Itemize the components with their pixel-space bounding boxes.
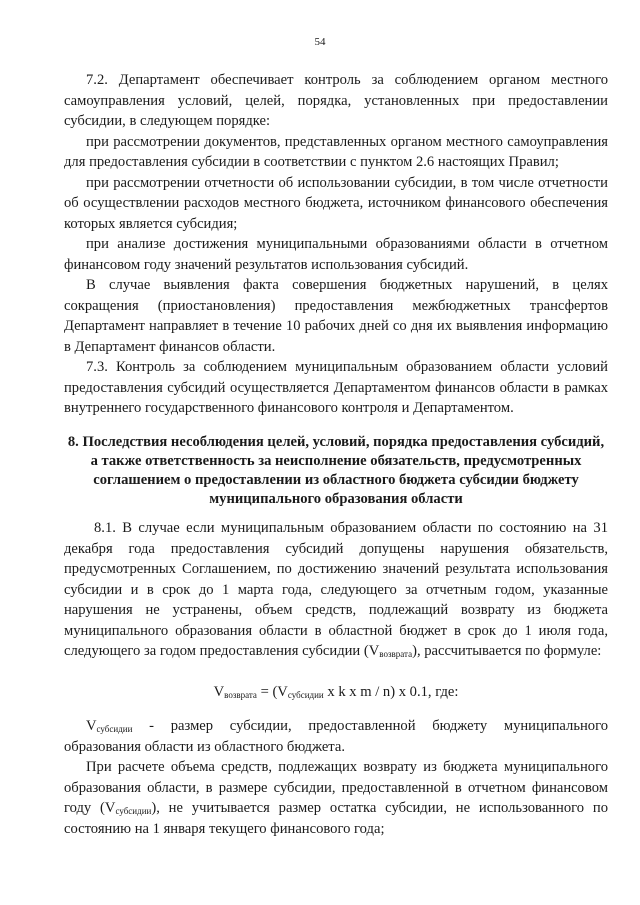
paragraph-violation: В случае выявления факта совершения бюджетных нарушений, в целях сокращения (приостановления) предоставления межбюджетных трансфертов Департамент направляет в течение 10 рабочих дней со дня их выявления информацию в Департамент финансов области.: [64, 277, 608, 355]
definition-v-subsidy: $V_{субсидии}$ - размер субсидии, предоставленной бюджету муниципального образования области из областного бюджета.: [64, 718, 608, 755]
control-item-reporting: при рассмотрении отчетности об использовании субсидии, в том числе отчетности об осуществлении расходов местного бюджета, источником финансового обеспечения которых является субсидия;: [64, 174, 608, 232]
section-8-heading: 8. Последствия несоблюдения целей, условий, порядка предоставления субсидий, а также ответственность за неисполнение обязательств, предусмотренных соглашением о предоставлении из областного бюджета субсидии бюджету муниципального образования области: [67, 434, 605, 507]
page-number: 54: [314, 36, 326, 48]
section-8-text: [64, 518, 608, 839]
control-item-documents: при рассмотрении документов, представленных органом местного самоуправления для предоставления субсидии в соответствии с пунктом 2.6 настоящих Правил;: [64, 133, 608, 170]
paragraph-7-3: 7.3. Контроль за соблюдением муниципальным образованием области условий предоставления субсидий осуществляется Департаментом финансов области в рамках внутреннего государственного финансового контроля и Департаментом.: [64, 359, 608, 416]
paragraph-7-2: 7.2. Департамент обеспечивает контроль за соблюдением органом местного самоуправления условий, целей, порядка, установленных при предоставлении субсидии, в следующем порядке:: [64, 72, 608, 129]
formula: $V_{возврата} = (V_{субсидии}$ x k x m / n) x 0.1, где:: [213, 683, 459, 700]
paragraph-calculation: При расчете объема средств, подлежащих возврату из бюджета муниципального образования области, в размере субсидии, предоставленной в отчетном финансовом году $(V_{субсидии})$, не учитывается размер остатка субсидии, не использованного по состоянию на 1 января текущего финансового года;: [64, 759, 609, 837]
paragraph-8-1: 8.1. В случае если муниципальным образованием области по состоянию на 31 декабря года предоставления субсидий допущены нарушения обязательств, предусмотренных Соглашением, по достижению значений результата использования субсидии и в срок до 1 марта года, следующего за отчетным годом, указанные нарушения не устранены, объем средств, подлежащий возврату из бюджета муниципального образования области в областной бюджет в срок до 1 июля года, следующего за годом предоставления субсидии $(V_{возврата})$, рассчитывается по формуле:: [64, 520, 608, 659]
section-7-text: [64, 70, 608, 419]
control-item-analysis: при анализе достижения муниципальными образованиями области в отчетном финансовом году значений результатов использования субсидий.: [64, 236, 608, 273]
